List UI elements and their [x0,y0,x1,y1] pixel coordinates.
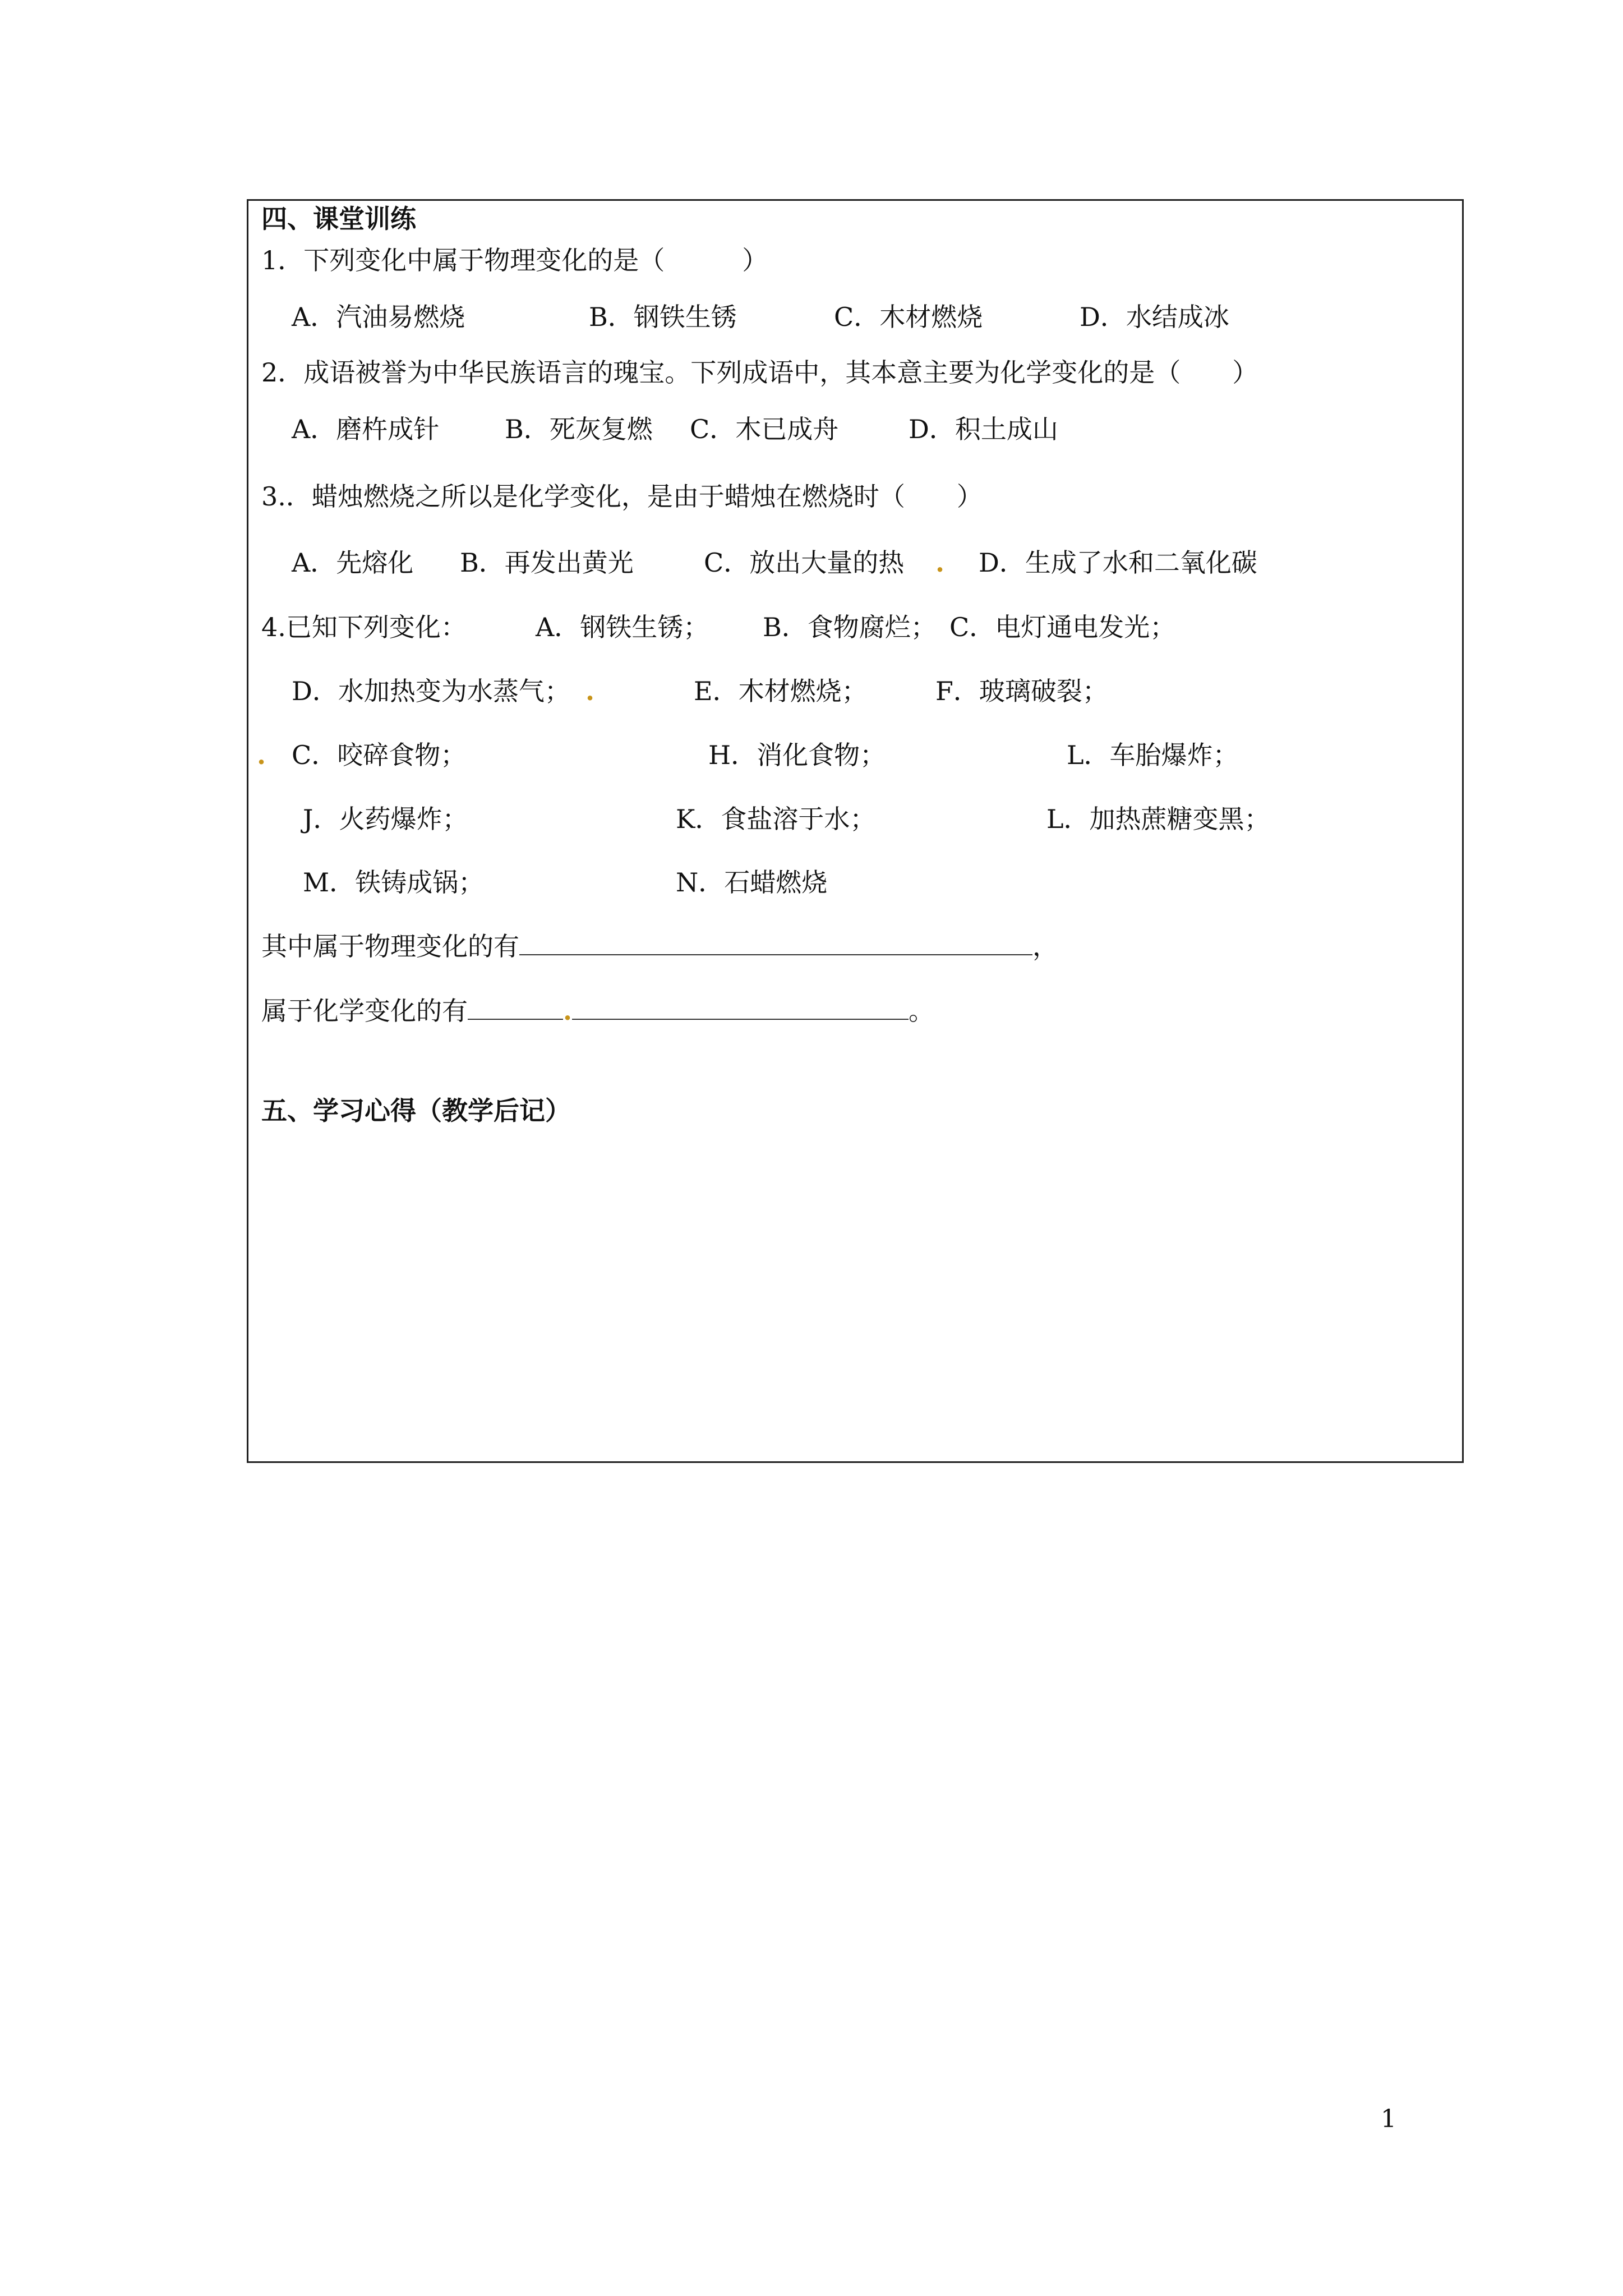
chemical-change-answer-line [261,994,934,1028]
question-1-option-b: B．钢铁生锈 [589,302,737,332]
page-number: 1 [1381,2105,1396,2133]
question-4-item-m: M．铁铸成锅； [303,867,485,898]
question-4-item-k: K．食盐溶于水； [676,804,876,834]
question-2-option-b: B．死灰复燃 [505,414,653,444]
question-3-option-a: A．先熔化 [292,547,414,578]
question-4-item-l2: L．加热蔗糖变黑； [1046,804,1270,834]
question-2-option-a: A．磨杵成针 [292,414,440,444]
chemical-change-label: 属于化学变化的有 [261,996,468,1026]
question-1-option-c: C．木材燃烧 [834,302,983,332]
question-3-stem: 3.．蜡烛燃烧之所以是化学变化，是由于蜡烛在燃烧时（ ） [261,481,983,512]
section-title-classroom-training: 四、课堂训练 [261,204,416,234]
physical-change-label: 其中属于物理变化的有 [261,931,519,961]
question-3-option-b: B．再发出黄光 [460,547,634,578]
question-4-item-c: C．电灯通电发光； [949,612,1176,642]
question-4-item-f: F．玻璃破裂； [935,676,1108,706]
question-4-item-l1: L．车胎爆炸； [1067,740,1239,770]
question-4-item-g: C．咬碎食物； [292,740,467,770]
section-title-study-notes: 五、学习心得（教学后记） [261,1096,571,1126]
question-4-item-e: E．木材燃烧； [694,676,868,706]
question-2-option-c: C．木已成舟 [690,414,839,444]
question-4-item-h: H．消化食物； [708,740,886,770]
physical-change-blank[interactable] [519,930,1032,955]
physical-change-suffix: ， [1032,931,1058,961]
question-4-stem: 4.已知下列变化： [261,612,467,642]
physical-change-answer-line [261,930,1058,963]
question-1-option-a: A．汽油易燃烧 [292,302,465,332]
question-3-option-d: D．生成了水和二氧化碳 [979,547,1257,578]
question-4-item-d: D．水加热变为水蒸气； [292,676,570,706]
chemical-change-blank-1[interactable] [468,994,563,1020]
question-2-option-d: D．积土成山 [909,414,1058,444]
highlight-dot: . [563,996,573,1026]
chemical-change-suffix: 。 [909,996,935,1026]
highlight-dot: . [935,547,945,578]
question-3-option-c: C．放出大量的热 [704,547,905,578]
question-1-stem: 1．下列变化中属于物理变化的是（ ） [261,245,768,275]
question-4-item-a: A．钢铁生锈； [536,612,709,642]
highlight-dot: . [257,740,266,770]
question-4-item-n: N．石蜡燃烧 [676,867,828,898]
question-2-stem: 2．成语被誉为中华民族语言的瑰宝。下列成语中，其本意主要为化学变化的是（ ） [261,357,1258,388]
question-4-item-j: J．火药爆炸； [303,804,468,834]
question-1-option-d: D．水结成冰 [1080,302,1229,332]
chemical-change-blank-2[interactable] [572,994,909,1020]
question-4-item-b: B．食物腐烂； [763,612,937,642]
highlight-dot: . [585,676,595,706]
